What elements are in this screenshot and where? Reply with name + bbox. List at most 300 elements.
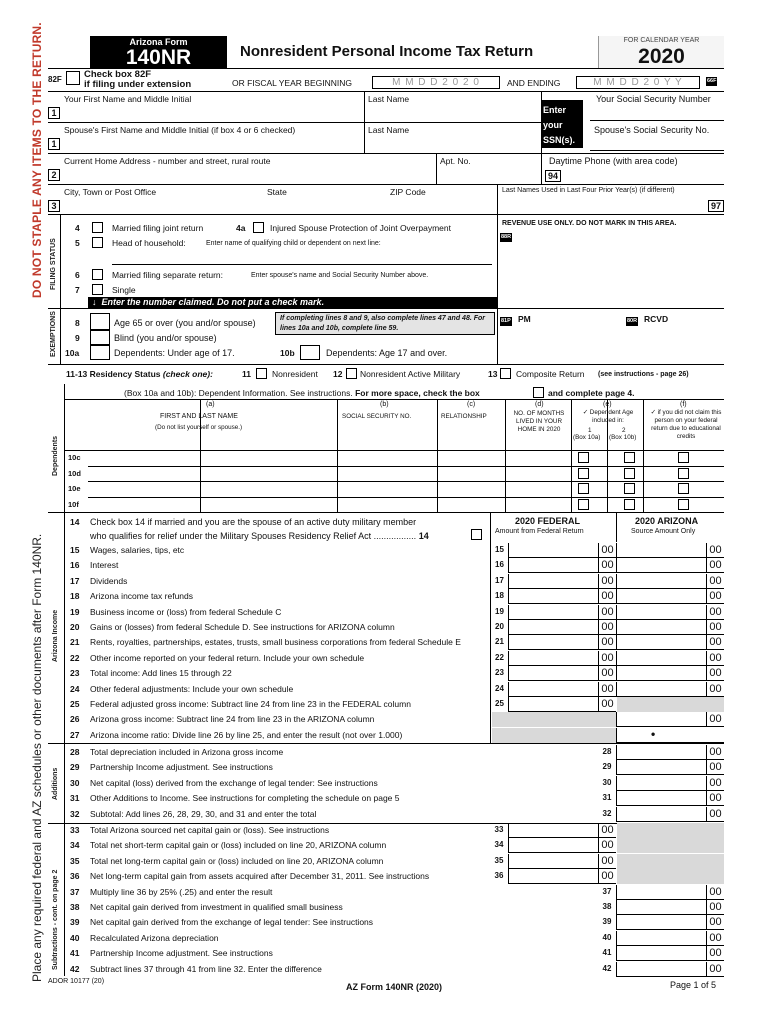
dependent-educational-checkbox[interactable]	[678, 468, 689, 479]
line-box-number: 40	[602, 932, 612, 942]
federal-amount-field[interactable]	[508, 574, 616, 589]
cents-field: 00	[706, 620, 724, 635]
line-description: Dividends	[90, 575, 128, 586]
your-ssn-label: Your Social Security Number	[596, 94, 711, 104]
subtraction-line	[66, 854, 724, 869]
line-box-number: 22	[490, 651, 508, 666]
line-14-text2: who qualifies for relief under the Military Spouses Residency Relief Act ................. 14	[90, 531, 429, 541]
extension-checkbox[interactable]	[66, 71, 80, 85]
tag-88r: 88R	[501, 234, 512, 240]
arizona-amount-field[interactable]	[616, 651, 724, 666]
composite-checkbox[interactable]	[500, 368, 511, 379]
cents-field: 00	[706, 574, 724, 589]
dependent-column-line	[200, 399, 201, 512]
line-number: 34	[70, 840, 80, 851]
line-box-number: 21	[490, 635, 508, 650]
subtraction-line	[66, 823, 724, 838]
cents-field: 00	[598, 682, 616, 697]
col-e-head-text: Dependent Age included in:	[589, 409, 634, 424]
down-arrow-icon: ↓	[92, 297, 102, 307]
col-b-head: SOCIAL SECURITY NO.	[342, 413, 412, 420]
arizona-amount-field[interactable]	[616, 712, 724, 727]
capital-gain-field[interactable]	[508, 869, 616, 884]
income-line	[66, 651, 724, 666]
arizona-amount-field[interactable]	[616, 946, 724, 961]
cents-field: 00	[598, 823, 616, 838]
line-number: 23	[70, 668, 80, 679]
line-number: 22	[70, 652, 80, 663]
line-number: 29	[70, 762, 80, 773]
addition-line	[66, 791, 724, 806]
line-box-number: 41	[602, 948, 612, 958]
cents-field: 00	[706, 807, 724, 822]
shaded-cell	[492, 712, 616, 727]
dependent-under17-checkbox[interactable]	[578, 468, 589, 479]
apt-label: Apt. No.	[440, 156, 471, 166]
last-names-label: Last Names Used in Last Four Prior Year(s) (if different)	[502, 187, 675, 194]
federal-amount-field[interactable]	[508, 589, 616, 604]
phone-label: Daytime Phone (with area code)	[549, 156, 678, 166]
line-1b-number: 1	[48, 138, 60, 150]
line-number: 36	[70, 871, 80, 882]
cents-field: 00	[706, 885, 724, 900]
nonresident-checkbox[interactable]	[256, 368, 267, 379]
line-number: 40	[70, 932, 80, 943]
section-divider	[64, 743, 65, 823]
dependent-educational-checkbox[interactable]	[678, 452, 689, 463]
income-line	[66, 605, 724, 620]
line-4a-number: 4a	[236, 223, 246, 233]
spouse-last-name-label: Last Name	[368, 125, 410, 135]
line-number: 35	[70, 855, 80, 866]
form-number: 140NR	[125, 46, 192, 69]
col-divider	[436, 153, 437, 184]
cents-field: 00	[706, 712, 724, 727]
form-title: Nonresident Personal Income Tax Return	[240, 43, 534, 60]
dependents-under17-label: Dependents: Under age of 17.	[114, 348, 235, 358]
blind-count-field[interactable]	[90, 330, 110, 345]
cents-field: 00	[706, 745, 724, 760]
col-e2: 2	[622, 427, 626, 434]
dependents-intro-text: (Box 10a and 10b): Dependent Information. See instructions.	[124, 388, 353, 398]
line-description: Business income or (loss) from federal Schedule C	[90, 606, 282, 617]
dependent-under17-checkbox[interactable]	[578, 452, 589, 463]
subtraction-line	[66, 885, 724, 900]
blind-label: Blind (you and/or spouse)	[114, 333, 217, 343]
spouse-ssn-label: Spouse's Social Security No.	[594, 125, 710, 135]
capital-gain-field[interactable]	[508, 838, 616, 853]
first-name-label: Your First Name and Middle Initial	[64, 94, 192, 104]
federal-amount-field[interactable]	[508, 697, 616, 712]
col-c-head: RELATIONSHIP	[441, 413, 487, 420]
zip-label: ZIP Code	[390, 187, 426, 197]
cents-field: 00	[598, 697, 616, 712]
line-description: Arizona income ratio: Divide line 26 by line 25, and enter the result (not over 1.000)	[90, 729, 403, 740]
calendar-year-box	[598, 36, 724, 68]
subtraction-line	[66, 931, 724, 946]
single-checkbox[interactable]	[92, 284, 103, 295]
address-label: Current Home Address - number and street, rural route	[64, 156, 271, 166]
federal-amount-field[interactable]	[508, 635, 616, 650]
federal-amount-field[interactable]	[508, 666, 616, 681]
exemptions-note: If completing lines 8 and 9, also complete lines 47 and 48. For lines 10a and 10b, complete line 59.	[275, 312, 495, 335]
federal-amount-field[interactable]	[508, 558, 616, 573]
line-box-number: 37	[602, 886, 612, 896]
subtraction-line	[66, 915, 724, 930]
line-description: Total income: Add lines 15 through 22	[90, 668, 232, 679]
section-divider	[64, 384, 65, 512]
addition-line	[66, 807, 724, 822]
income-line	[66, 635, 724, 650]
line-10b-number: 10b	[280, 348, 295, 358]
line-14-box-number: 14	[418, 531, 429, 541]
income-line	[66, 558, 724, 573]
addition-line	[66, 760, 724, 775]
line-7-number: 7	[75, 285, 80, 295]
shaded-cell	[617, 838, 724, 853]
line-8-number: 8	[75, 318, 80, 328]
your-ssn-field[interactable]	[590, 108, 724, 121]
state-label: State	[267, 187, 287, 197]
calendar-year-label: FOR CALENDAR YEAR	[623, 37, 700, 44]
line-9-number: 9	[75, 333, 80, 343]
dependent-name-field[interactable]	[88, 450, 200, 466]
form-number-tab	[90, 36, 227, 68]
line-box-number: 19	[490, 605, 508, 620]
row-divider	[48, 364, 724, 365]
line-description: Federal adjusted gross income: Subtract line 24 from line 23 in the FEDERAL column	[90, 699, 411, 709]
row-divider	[48, 743, 724, 744]
arizona-amount-field[interactable]	[616, 962, 724, 977]
line-box-number: 17	[490, 574, 508, 589]
arizona-amount-field[interactable]	[616, 885, 724, 900]
line-14-text: Check box 14 if married and you are the spouse of an active duty military member	[90, 517, 417, 527]
cents-field: 00	[598, 605, 616, 620]
line-box-number: 42	[602, 963, 612, 973]
line-description: Other federal adjustments: Include your own schedule	[90, 683, 294, 694]
line-box-number: 31	[602, 793, 612, 803]
cents-field: 00	[598, 666, 616, 681]
line-11-number: 11	[242, 369, 251, 379]
staple-warning: DO NOT STAPLE ANY ITEMS TO THE RETURN.	[30, 22, 44, 298]
dependent-row-number: 10d	[68, 468, 81, 478]
federal-amount-field[interactable]	[508, 605, 616, 620]
dependent-17plus-checkbox[interactable]	[624, 483, 635, 494]
row-divider	[48, 184, 724, 185]
line-description: Gains or (losses) from federal Schedule D. See instructions for ARIZONA column	[90, 622, 395, 632]
military-label: Nonresident Active Military	[360, 369, 461, 379]
line-description: Partnership Income adjustment. See instructions	[90, 948, 273, 959]
arizona-amount-field[interactable]	[616, 807, 724, 822]
line-box-number: 32	[602, 808, 612, 818]
arizona-amount-field[interactable]	[616, 900, 724, 915]
federal-amount-field[interactable]	[508, 620, 616, 635]
col-f-head: ✓ if you did not claim this person on your federal return due to educational credits	[650, 409, 722, 440]
arizona-amount-field[interactable]	[616, 589, 724, 604]
pm-label: PM	[518, 314, 531, 324]
arizona-amount-field[interactable]	[616, 931, 724, 946]
married-joint-label: Married filing joint return	[112, 223, 204, 233]
tax-year: 2020	[638, 45, 685, 68]
line-description: Other income reported on your federal return. Include your own schedule	[90, 652, 365, 663]
line-number: 20	[70, 622, 80, 632]
shaded-cell	[492, 728, 616, 743]
line-box-number: 36	[494, 871, 504, 881]
arizona-amount-field[interactable]	[616, 760, 724, 775]
line-13-number: 13	[488, 369, 498, 379]
dependent-column-line	[437, 399, 438, 512]
line-14-number: 14	[70, 517, 80, 527]
footer-ador: ADOR 10177 (20)	[48, 978, 105, 985]
income-line	[66, 697, 724, 712]
line-number: 26	[70, 714, 80, 725]
line-box-number: 18	[490, 589, 508, 604]
line-5-number: 5	[75, 238, 80, 248]
cents-field: 00	[598, 589, 616, 604]
line-6-number: 6	[75, 270, 80, 280]
revenue-note: REVENUE USE ONLY. DO NOT MARK IN THIS AREA.	[502, 220, 677, 227]
arizona-amount-field[interactable]	[616, 574, 724, 589]
line-box-number: 39	[602, 917, 612, 927]
federal-amount-field[interactable]	[508, 543, 616, 558]
dependent-column-line	[505, 399, 506, 512]
cents-field: 00	[706, 543, 724, 558]
dependent-column-line	[337, 399, 338, 512]
federal-column-head: 2020 FEDERAL	[515, 516, 581, 526]
dependent-17plus-checkbox[interactable]	[624, 452, 635, 463]
line-box-number: 30	[602, 777, 612, 787]
line-box-number: 34	[494, 840, 504, 850]
dependent-column-line	[607, 399, 608, 512]
dependent-educational-checkbox[interactable]	[678, 499, 689, 510]
cents-field: 00	[706, 776, 724, 791]
arizona-amount-field[interactable]	[616, 635, 724, 650]
line-2-number: 2	[48, 169, 60, 181]
arizona-amount-field[interactable]	[616, 543, 724, 558]
fiscal-end-field[interactable]: M M D D 2 0 Y Y	[576, 76, 700, 89]
dependents-under17-field[interactable]	[90, 345, 110, 360]
dependent-name-field[interactable]	[88, 466, 200, 482]
col-d-letter: (d)	[535, 401, 544, 408]
rcvd-label: RCVD	[644, 314, 669, 324]
income-label: Arizona Income	[52, 609, 59, 662]
arizona-amount-field[interactable]	[616, 915, 724, 930]
arizona-amount-field[interactable]	[616, 558, 724, 573]
row-divider	[48, 153, 724, 154]
column-divider	[616, 512, 617, 542]
section-divider	[60, 214, 61, 364]
arizona-amount-field[interactable]	[616, 682, 724, 697]
section-divider	[64, 512, 65, 743]
line-number: 15	[70, 545, 80, 555]
head-of-household-label: Head of household:	[112, 238, 186, 248]
cents-field: 00	[706, 900, 724, 915]
col-a-sub: (Do not list yourself or spouse.)	[155, 424, 243, 431]
col-b-letter: (b)	[380, 401, 389, 408]
dependents-intro	[124, 388, 480, 398]
line-description: Subtract lines 37 through 41 from line 32. Enter the difference	[90, 963, 322, 974]
cents-field: 00	[706, 791, 724, 806]
shaded-cell	[617, 869, 724, 884]
line-4-number: 4	[75, 223, 80, 233]
decimal-point: •	[651, 726, 656, 741]
row-divider	[48, 122, 541, 123]
age65-label: Age 65 or over (you and/or spouse)	[114, 318, 256, 328]
footer-form: AZ Form 140NR (2020)	[346, 982, 443, 992]
military-spouse-checkbox[interactable]	[471, 529, 482, 540]
line-box-number: 33	[494, 825, 504, 834]
subtraction-line	[66, 869, 724, 884]
income-line	[66, 574, 724, 589]
col-e-letter: (e)	[603, 401, 612, 408]
line-1-number: 1	[48, 107, 60, 119]
line-number: 41	[70, 948, 80, 959]
fiscal-begin-field[interactable]: M M D D 2 0 2 0	[372, 76, 500, 89]
cents-field: 00	[706, 635, 724, 650]
qualifying-child-field[interactable]	[112, 264, 492, 265]
shaded-cell	[617, 823, 724, 838]
income-ratio-field[interactable]	[616, 728, 724, 743]
federal-column-sub: Amount from Federal Return	[495, 528, 584, 535]
addition-line	[66, 776, 724, 791]
federal-amount-field[interactable]	[508, 651, 616, 666]
dependent-17plus-checkbox[interactable]	[624, 499, 635, 510]
injured-spouse-checkbox[interactable]	[253, 222, 264, 233]
cents-field: 00	[706, 605, 724, 620]
line-box-number: 15	[490, 543, 508, 558]
line-box-number: 23	[490, 666, 508, 681]
cents-field: 00	[706, 962, 724, 977]
capital-gain-field[interactable]	[508, 854, 616, 869]
married-separate-checkbox[interactable]	[92, 269, 103, 280]
tag-80r: 80R	[627, 318, 638, 324]
phone-code: 94	[545, 170, 561, 182]
line-description: Partnership Income adjustment. See instructions	[90, 762, 273, 773]
married-separate-sub: Enter spouse's name and Social Security Number above.	[251, 272, 429, 279]
line-description: Net capital gain derived from investment in qualified small business	[90, 902, 343, 912]
dependent-row-number: 10e	[68, 484, 81, 493]
line-number: 37	[70, 886, 80, 897]
cents-field: 00	[598, 558, 616, 573]
col-e2-sub: (Box 10b)	[609, 434, 637, 441]
dependent-header-line	[64, 450, 724, 451]
cents-field: 00	[706, 666, 724, 681]
dependent-17plus-checkbox[interactable]	[624, 468, 635, 479]
cents-field: 00	[706, 931, 724, 946]
dependent-under17-checkbox[interactable]	[578, 499, 589, 510]
row-divider	[48, 214, 724, 215]
military-checkbox[interactable]	[346, 368, 357, 379]
subtractions-label: Subtractions - cont. on page 2	[52, 869, 59, 970]
injured-spouse-label: Injured Spouse Protection of Joint Overpayment	[270, 223, 451, 233]
exemptions-banner-text: Enter the number claimed. Do not put a check mark.	[101, 297, 325, 307]
fiscal-end-label: AND ENDING	[507, 78, 561, 88]
dependents-intro-bold: For more space, check the box	[355, 388, 480, 398]
col-a-head: FIRST AND LAST NAME	[160, 413, 238, 420]
addition-line	[66, 745, 724, 760]
age65-count-field[interactable]	[90, 313, 110, 330]
arizona-amount-field[interactable]	[616, 791, 724, 806]
cents-field: 00	[706, 946, 724, 961]
line-description: Rents, royalties, partnerships, estates, trusts, small business corporations from federal Schedule E	[90, 637, 461, 648]
row-divider	[48, 308, 724, 309]
cents-field: 00	[706, 589, 724, 604]
dependent-educational-checkbox[interactable]	[678, 483, 689, 494]
shaded-cell	[617, 854, 724, 869]
col-c-letter: (c)	[467, 401, 476, 408]
last-name-label: Last Name	[368, 94, 410, 104]
city-label: City, Town or Post Office	[64, 187, 157, 197]
line-description: Net capital gain derived from the exchange of legal tender: See instructions	[90, 917, 374, 928]
head-of-household-sub: Enter name of qualifying child or dependent on next line:	[206, 240, 381, 247]
more-dependents-checkbox[interactable]	[533, 387, 544, 398]
exemptions-banner	[88, 297, 498, 308]
married-joint-checkbox[interactable]	[92, 222, 103, 233]
line-description: Total net short-term capital gain or (loss) included on line 20, ARIZONA column	[90, 840, 387, 851]
dependent-under17-checkbox[interactable]	[578, 483, 589, 494]
line-number: 31	[70, 793, 80, 804]
line-number: 17	[70, 575, 80, 586]
dependents-17plus-field[interactable]	[300, 345, 320, 360]
dependent-column-line	[643, 399, 644, 512]
nonresident-label: Nonresident	[272, 369, 318, 379]
arizona-amount-field[interactable]	[616, 666, 724, 681]
section-divider	[64, 823, 65, 976]
arizona-amount-field[interactable]	[616, 776, 724, 791]
cents-field: 00	[598, 620, 616, 635]
married-separate-label: Married filing separate return:	[112, 270, 224, 280]
spouse-ssn-field[interactable]	[590, 138, 724, 151]
arizona-amount-field[interactable]	[616, 620, 724, 635]
cents-field: 00	[598, 854, 616, 869]
dependent-name-field[interactable]	[88, 481, 200, 497]
col-divider	[497, 184, 498, 214]
income-line	[66, 728, 724, 743]
col-a-letter: (a)	[206, 401, 215, 408]
income-line	[66, 543, 724, 558]
subtraction-line	[66, 946, 724, 961]
federal-amount-field[interactable]	[508, 682, 616, 697]
line-description: Net long-term capital gain from assets acquired after December 31, 2011. See instructions	[90, 871, 430, 882]
dependent-name-field[interactable]	[88, 497, 200, 513]
line-number: 28	[70, 747, 80, 757]
arizona-amount-field[interactable]	[616, 745, 724, 760]
line-number: 33	[70, 825, 80, 835]
arizona-amount-field[interactable]	[616, 605, 724, 620]
row-divider	[64, 399, 724, 400]
line-3-number: 3	[48, 200, 60, 212]
line-description: Interest	[90, 560, 119, 571]
row-divider	[48, 91, 724, 92]
line-description: Subtotal: Add lines 26, 28, 29, 30, and 31 and enter the total	[90, 808, 317, 819]
head-of-household-checkbox[interactable]	[92, 237, 103, 248]
last-names-code: 97	[708, 200, 724, 212]
line-description: Multiply line 36 by 25% (.25) and enter the result	[90, 886, 273, 897]
line-number: 18	[70, 591, 80, 602]
subtraction-line	[66, 962, 724, 977]
cents-field: 00	[706, 558, 724, 573]
line-number: 16	[70, 560, 80, 571]
tag-81p: 81P	[501, 318, 511, 324]
cents-field: 00	[598, 651, 616, 666]
capital-gain-field[interactable]	[508, 823, 616, 838]
line-10a-number: 10a	[65, 348, 80, 358]
line-box-number: 24	[490, 682, 508, 697]
income-line	[66, 712, 724, 727]
line-description: Wages, salaries, tips, etc	[90, 545, 185, 555]
composite-note: (see instructions - page 26)	[598, 371, 689, 378]
cents-field: 00	[706, 760, 724, 775]
